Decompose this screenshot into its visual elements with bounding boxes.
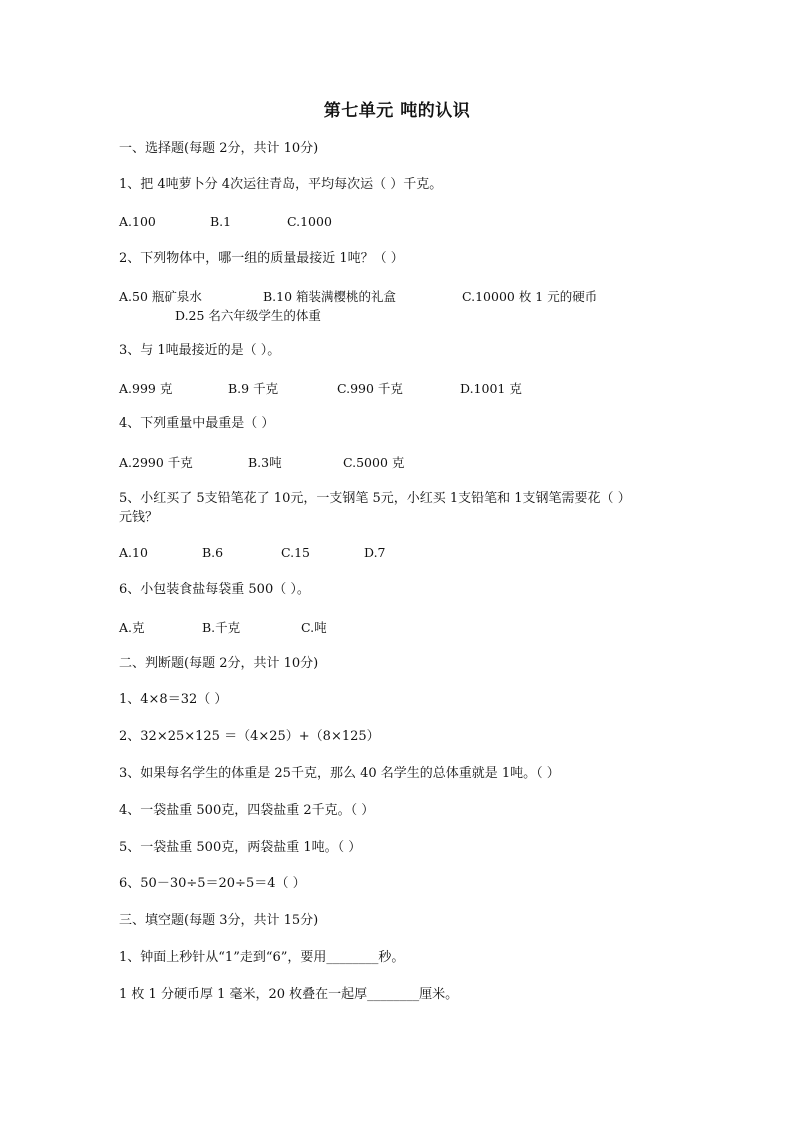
option-c: C.15 — [281, 545, 310, 560]
question-text-continued: 元钱？ — [119, 510, 159, 525]
option-a: A.2990 千克 — [119, 455, 193, 470]
judgment-item: 3、如果每名学生的体重是 25千克，那么 40 名学生的总体重就是 1吨。（ ） — [119, 766, 560, 781]
judgment-item: 2、32×25×125 ＝（4×25）+（8×125） — [119, 729, 380, 744]
option-c: C.10000 枚 1 元的硬币 — [462, 289, 598, 304]
judgment-item: 5、一袋盐重 500克，两袋盐重 1吨。（ ） — [119, 840, 362, 855]
section-heading-choice: 一、选择题(每题 2分，共计 10分) — [119, 141, 319, 156]
judgment-item: 6、50－30÷5＝20÷5＝4（ ） — [119, 876, 306, 891]
option-c: C.1000 — [287, 214, 332, 229]
option-d: D.25 名六年级学生的体重 — [175, 308, 321, 323]
question-text: 4、下列重量中最重是（ ） — [119, 416, 275, 431]
option-a: A.克 — [119, 620, 145, 635]
option-c: C.5000 克 — [343, 455, 405, 470]
question-text: 2、下列物体中，哪一组的质量最接近 1吨？（ ） — [119, 251, 404, 266]
section-heading-judgment: 二、判断题(每题 2分，共计 10分) — [119, 656, 319, 671]
option-a: A.100 — [119, 214, 156, 229]
option-b: B.千克 — [202, 620, 241, 635]
option-a: A.10 — [119, 545, 148, 560]
option-b: B.3吨 — [248, 455, 282, 470]
option-a: A.999 克 — [119, 381, 173, 396]
option-d: D.1001 克 — [460, 381, 522, 396]
option-c: C.吨 — [301, 620, 327, 635]
question-text: 6、小包装食盐每袋重 500（ ）。 — [119, 582, 310, 597]
judgment-item: 4、一袋盐重 500克，四袋盐重 2千克。（ ） — [119, 803, 375, 818]
page-title: 第七单元 吨的认识 — [323, 101, 471, 121]
section-heading-fill-blank: 三、填空题(每题 3分，共计 15分) — [119, 913, 319, 928]
fill-blank-item: 1 枚 1 分硬币厚 1 毫米，20 枚叠在一起厚________厘米。 — [119, 987, 459, 1002]
option-a: A.50 瓶矿泉水 — [119, 289, 202, 304]
question-text: 1、把 4吨萝卜分 4次运往青岛，平均每次运（ ）千克。 — [119, 177, 443, 192]
option-d: D.7 — [364, 545, 386, 560]
option-b: B.1 — [210, 214, 232, 229]
question-text: 3、与 1吨最接近的是（ ）。 — [119, 343, 281, 358]
judgment-item: 1、4×8＝32（ ） — [119, 692, 228, 707]
option-b: B.9 千克 — [228, 381, 279, 396]
question-text: 5、小红买了 5支铅笔花了 10元，一支钢笔 5元，小红买 1支铅笔和 1支钢笔需要花（ ） — [119, 491, 631, 506]
option-b: B.10 箱装满樱桃的礼盒 — [263, 289, 397, 304]
option-c: C.990 千克 — [337, 381, 403, 396]
fill-blank-item: 1、钟面上秒针从“1”走到“6”，要用________秒。 — [119, 950, 405, 965]
option-b: B.6 — [202, 545, 224, 560]
